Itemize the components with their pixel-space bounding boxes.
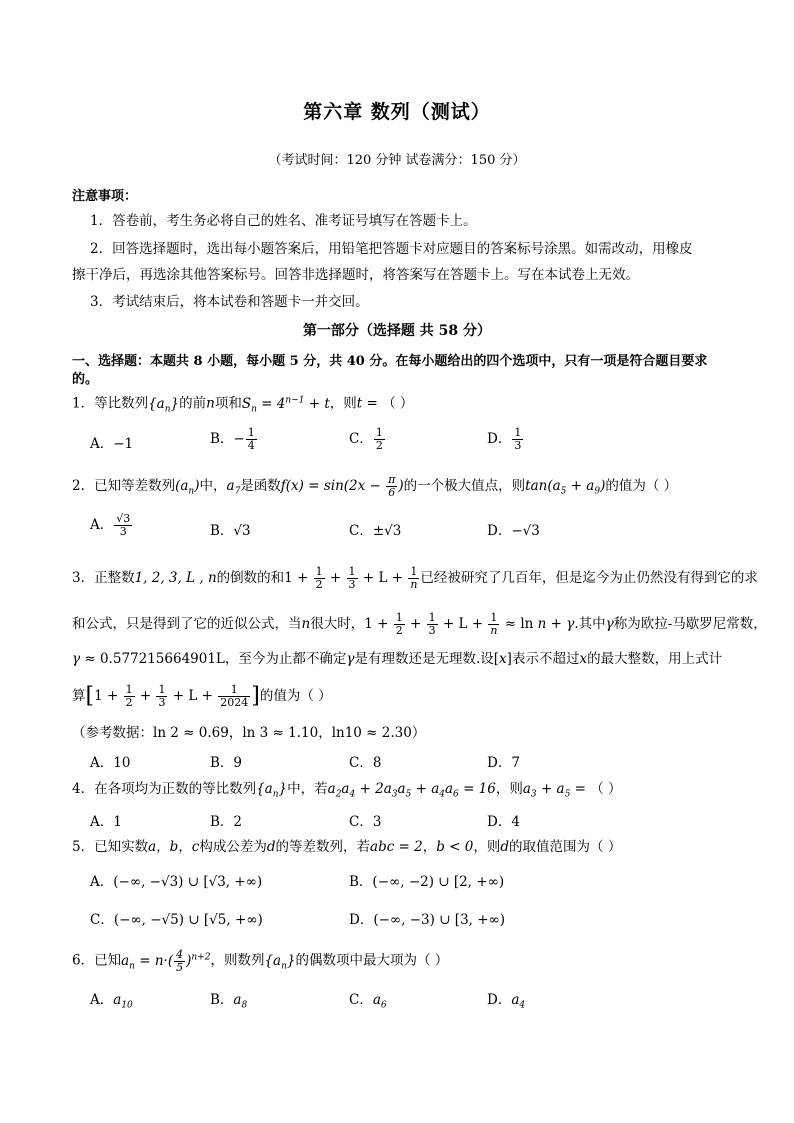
notice-heading: 注意事项： [72, 189, 138, 204]
q1-option-b: B．− $\frac{1}{4}$ [210, 426, 255, 452]
q4-option-a: A．1 [90, 814, 122, 830]
q4-option-c: C．3 [349, 814, 382, 830]
q6-option-a: A．$a_{10}$ [90, 992, 133, 1011]
notice-line-4: 3．考试结束后，将本试卷和答题卡一并交回。 [90, 294, 369, 310]
section-title: 第一部分（选择题 共 58 分） [302, 323, 492, 339]
notice-line-3: 擦干净后，再选涂其他答案标号。回答非选择题时，将答案写在答题卡上。写在本试卷上无效。 [72, 267, 639, 283]
exam-meta: （考试时间：120 分钟 试卷满分：150 分） [268, 153, 526, 168]
q6-option-b: B．$a_8$ [210, 992, 248, 1011]
q3-option-b: B．9 [210, 755, 243, 771]
q5-option-d: D．(−∞, −3) ∪ [3, +∞) [349, 912, 506, 928]
page-title: 第六章 数列（测试） [303, 101, 491, 123]
q5-option-a: A．(−∞, −√3) ∪ [√3, +∞) [90, 874, 263, 890]
notice-line-2: 2．回答选择题时，选出每小题答案后，用铅笔把答题卡对应题目的答案标号涂黑。如需改动，用橡皮 [90, 241, 693, 257]
q6-option-c: C．$a_6$ [349, 992, 387, 1011]
notice-line-1: 1．答卷前，考生务必将自己的姓名、准考证号填写在答题卡上。 [90, 213, 477, 229]
q2-option-b: B．√3 [210, 523, 251, 539]
q1-option-c: C． $\frac{1}{2}$ [349, 426, 383, 452]
q1-option-d: D． $\frac{1}{3}$ [487, 426, 522, 452]
question-5: 5．已知实数a，b，c构成公差为d的等差数列，若abc = 2，b < 0，则d的取值范围为（ ） [72, 839, 622, 855]
q6-option-d: D．$a_4$ [487, 992, 526, 1011]
question-4: 4．在各项均为正数的等比数列$\{a_n\}$中，若$a_2a_4 + 2a_3a_5 + a_4a_6 = 16$，则$a_3 + a_5$ = （ ） [72, 781, 622, 800]
q3-option-c: C．8 [349, 755, 382, 771]
question-6: 6．已知$a_n = n\cdot$( $\frac{4}{5}$ )$^{n+2}$，则数列$\{a_n\}$的偶数项中最大项为（ ） [72, 947, 449, 974]
q4-option-b: B．2 [210, 814, 243, 830]
question-2: 2．已知等差数列$(a_n)$中，$a_7$是函数f(x) = sin(2x − $\frac{\pi}{6}$ )的一个极大值点，则$\tan(a_5 + a_9)$的值为（ ） [72, 473, 678, 499]
q4-option-d: D．4 [487, 814, 520, 830]
question-1: 1．等比数列$\{a_n\}$的前n项和$S_n = 4^{n-1} + t$，则t = （ ） [72, 395, 414, 415]
q5-option-c: C．(−∞, −√5) ∪ [√5, +∞) [90, 912, 263, 928]
question-3-reference: （参考数据：ln 2 ≈ 0.69，ln 3 ≈ 1.10，ln10 ≈ 2.30） [72, 725, 426, 741]
question-3-line-2: 和公式，只是得到了它的近似公式，当n很大时，1 + $\frac{1}{2}$ + $\frac{1}{3}$ + L + $\frac{1}{n}$ ≈ ln n + γ.其中γ称为欧拉-马歇罗尼常数， [72, 611, 767, 637]
q3-option-d: D．7 [487, 755, 520, 771]
section-intro: 一、选择题：本题共 8 小题，每小题 5 分，共 40 分。在每小题给出的四个选项中，只有一项是符合题目要求的。 [72, 354, 708, 387]
question-3-line-1: 3．正整数1, 2, 3, L , n的倒数的和1 + $\frac{1}{2}$ + $\frac{1}{3}$ + L + $\frac{1}{n}$ 已经被研究了几百年，但是迄今为止仍然没有得到它的求 [72, 565, 758, 591]
q2-option-c: C．±√3 [349, 523, 402, 539]
q2-option-d: D．−√3 [487, 523, 540, 539]
q1-option-a: A．−1 [90, 436, 134, 452]
q5-option-b: B．(−∞, −2) ∪ [2, +∞) [349, 874, 505, 890]
question-3-line-4: 算[1 + $\frac{1}{2}$ + $\frac{1}{3}$ + L + $\frac{1}{2024}$ ]的值为（ ） [72, 683, 332, 709]
question-3-line-3: γ ≈ 0.577215664901L，至今为止都不确定γ是有理数还是无理数.设[x]表示不超过x的最大整数，用上式计 [72, 651, 723, 667]
q3-option-a: A．10 [90, 755, 131, 771]
q2-option-a: A． $\frac{√3}{3}$ [90, 512, 131, 538]
